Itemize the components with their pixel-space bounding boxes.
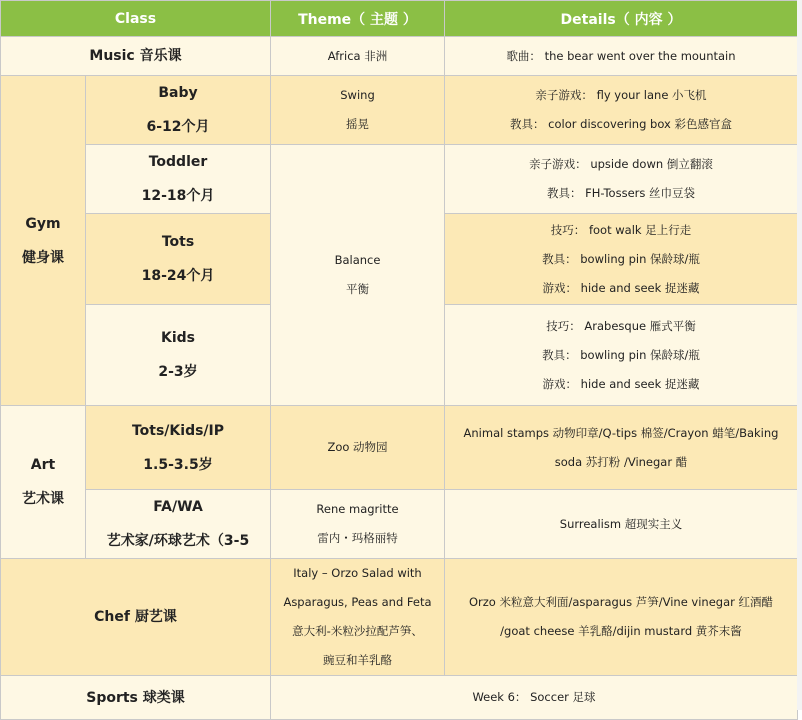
gym-baby-details-cell[interactable] <box>445 76 798 145</box>
gym-class-en: Gym <box>25 215 61 232</box>
art-fa-wa-theme-en: Rene magritte <box>316 502 399 516</box>
gym-toddler-details-cell[interactable] <box>445 145 798 214</box>
art-fa-wa-theme-zh: 雷内・玛格丽特 <box>317 531 398 545</box>
gym-baby-theme-en: Swing <box>340 88 375 102</box>
gym-tots-detail-line: 教具： bowling pin 保龄球/瓶 <box>542 251 700 266</box>
chef-theme-cell[interactable] <box>271 559 445 676</box>
gym-toddler-row <box>1 145 798 214</box>
chef-detail-line: /goat cheese 羊乳酪/dijin mustard 黄芥末酱 <box>500 624 742 638</box>
gym-baby-name: Baby <box>158 85 198 101</box>
gym-kids-age: 2-3岁 <box>158 364 198 380</box>
gym-tots-name: Tots <box>161 234 195 250</box>
gym-kids-detail-line: 游戏： hide and seek 捉迷藏 <box>542 376 700 391</box>
art-fa-wa-sub-cell[interactable] <box>86 490 271 559</box>
art-tots-kids-age: 1.5-3.5岁 <box>143 456 213 473</box>
music-theme-cell[interactable]: Africa 非洲 <box>271 37 445 76</box>
chef-class-cell[interactable]: Chef 厨艺课 <box>1 559 271 676</box>
art-tots-kids-detail-line: Animal stamps 动物印章/Q-tips 棉签/Crayon 蜡笔/Baking <box>463 425 779 440</box>
gym-baby-detail-line: 教具： color discovering box 彩色感官盒 <box>510 117 732 131</box>
gym-tots-sub-cell[interactable] <box>86 214 271 305</box>
art-fa-wa-details-cell[interactable]: Surrealism 超现实主义 <box>445 490 798 559</box>
sports-class-cell[interactable]: Sports 球类课 <box>1 676 271 720</box>
chef-detail-line: Orzo 米粒意大利面/asparagus 芦笋/Vine vinegar 红酒醋 <box>468 595 774 609</box>
sheet-edge <box>797 0 802 710</box>
gym-kids-detail-line: 技巧： Arabesque 雁式平衡 <box>546 318 696 333</box>
chef-theme-line: Italy – Orzo Salad with <box>293 566 422 580</box>
art-tots-kids-sub-cell[interactable] <box>86 406 271 490</box>
music-details-cell[interactable]: 歌曲： the bear went over the mountain <box>445 37 798 76</box>
music-row <box>1 37 798 76</box>
gym-toddler-detail-line: 亲子游戏： upside down 倒立翻滚 <box>529 157 713 171</box>
chef-theme-line: Asparagus, Peas and Feta <box>283 595 432 609</box>
gym-tots-detail-line: 游戏： hide and seek 捉迷藏 <box>542 280 700 295</box>
gym-class-zh: 健身课 <box>22 249 64 266</box>
gym-toddler-detail-line: 教具： FH-Tossers 丝巾豆袋 <box>546 186 696 200</box>
gym-toddler-name: Toddler <box>148 154 208 170</box>
art-class-zh: 艺术课 <box>22 491 64 507</box>
chef-theme-line: 豌豆和羊乳酪 <box>323 653 392 667</box>
art-class-en: Art <box>30 457 56 473</box>
gym-kids-detail-line: 教具： bowling pin 保龄球/瓶 <box>542 347 700 362</box>
gym-balance-theme-en: Balance <box>334 253 381 267</box>
art-fa-wa-age: 艺术家/环球艺术（3-5 <box>106 533 250 549</box>
chef-theme-line: 意大利-米粒沙拉配芦笋、 <box>292 624 423 638</box>
sports-details-cell[interactable]: Week 6： Soccer 足球 <box>271 676 798 720</box>
art-fa-wa-name: FA/WA <box>153 499 203 515</box>
art-tots-kids-theme-cell[interactable]: Zoo 动物园 <box>271 406 445 490</box>
art-fa-wa-row <box>1 490 798 559</box>
gym-kids-name: Kids <box>160 330 195 346</box>
gym-baby-row <box>1 76 798 145</box>
art-class-cell[interactable] <box>1 406 86 559</box>
art-tots-kids-name: Tots/Kids/IP <box>131 422 225 439</box>
gym-balance-theme-zh: 平衡 <box>346 282 369 296</box>
gym-baby-age: 6-12个月 <box>146 119 210 135</box>
gym-tots-detail-line: 技巧： foot walk 足上行走 <box>550 222 692 237</box>
theme-header[interactable]: Theme（ 主题 ） <box>271 1 445 37</box>
gym-baby-detail-line: 亲子游戏： fly your lane 小飞机 <box>535 88 707 102</box>
class-header[interactable]: Class <box>1 1 271 37</box>
chef-row <box>1 559 798 676</box>
gym-baby-theme-zh: 摇晃 <box>346 117 369 131</box>
chef-details-cell[interactable] <box>445 559 798 676</box>
gym-balance-theme-cell[interactable] <box>271 145 445 406</box>
gym-toddler-age: 12-18个月 <box>141 188 215 204</box>
header-row <box>1 1 798 37</box>
gym-class-cell[interactable] <box>1 76 86 406</box>
gym-baby-theme-cell[interactable] <box>271 76 445 145</box>
gym-tots-details-cell[interactable] <box>445 214 798 305</box>
gym-kids-sub-cell[interactable] <box>86 305 271 406</box>
gym-baby-sub-cell[interactable] <box>86 76 271 145</box>
art-tots-kids-details-cell[interactable] <box>445 406 798 490</box>
details-header[interactable]: Details（ 内容 ） <box>445 1 798 37</box>
music-class-cell[interactable]: Music 音乐课 <box>1 37 271 76</box>
art-tots-kids-detail-line: soda 苏打粉 /Vinegar 醋 <box>554 454 688 469</box>
gym-tots-age: 18-24个月 <box>141 268 215 284</box>
art-tots-kids-row <box>1 406 798 490</box>
sports-row <box>1 676 798 720</box>
gym-kids-details-cell[interactable] <box>445 305 798 406</box>
gym-toddler-sub-cell[interactable] <box>86 145 271 214</box>
art-fa-wa-theme-cell[interactable] <box>271 490 445 559</box>
